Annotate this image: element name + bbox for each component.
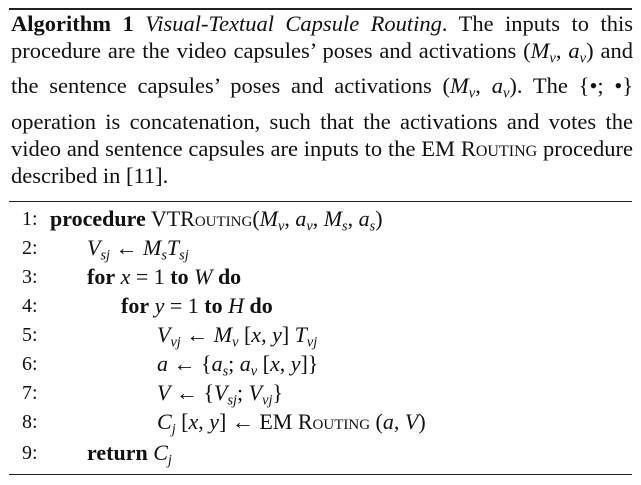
line-number: 5:	[22, 324, 38, 346]
line-number: 8:	[22, 411, 38, 433]
line-number: 3:	[22, 266, 38, 288]
line-number: 4:	[22, 295, 38, 317]
middle-rule	[9, 201, 632, 202]
algorithm-line-3: 3: for x = 1 to W do	[0, 262, 641, 292]
procedure-name: VTRouting	[150, 206, 253, 231]
algorithm-line-1: 1: procedure $VTRouting(M_v$, $a_v$, $M_s$, $a_s$)	[22, 206, 383, 235]
caption-routing: Routing	[460, 135, 538, 161]
algorithm-caption: Algorithm 1 Visual-Textual Capsule Routing. The inputs to this procedure are the video capsules’ poses and activations ($M_v$, $a_v$) and the sentence capsules’ poses and activations ($M_v$, $a_v$). The {•; •} operation is concatenation, such that the activations and votes the video and sentence capsules are inputs to the EM Routing procedure described in [11].	[11, 11, 634, 188]
algorithm-line-2: 2: $V_{sj}$ ← $M_sT_{sj}$	[22, 235, 189, 264]
caption-text-3: ). The {•; •} operation is concatenation, such that the activations and votes the video and sentence capsules are inputs to the EM	[11, 73, 634, 161]
caption-text-2: ) and the sentence capsules’ poses and activations (	[11, 38, 633, 99]
keyword-return: return	[87, 440, 148, 465]
line-number: 1:	[22, 208, 38, 230]
algorithm-line-4: 4: for y = 1 to H do	[0, 291, 641, 321]
line-number: 7:	[22, 382, 38, 404]
algorithm-line-6: 6: a ← {$a_s$; $a_v$ [x, y]}	[22, 351, 319, 380]
algorithm-label: Algorithm 1	[11, 11, 134, 36]
line-number: 9:	[22, 442, 38, 464]
algorithm-line-5: 5: $V_{vj}$ ← $M_v$ [x, y] $T_{vj}$	[22, 322, 318, 351]
line-number: 2:	[22, 237, 38, 259]
algorithm-title: Visual-Textual Capsule Routing	[145, 11, 442, 36]
bottom-rule	[9, 474, 632, 475]
algorithm-line-8: 8: $C_j$ [x, y] ← EM Routing (a, V)	[22, 409, 426, 438]
caption-text-4: procedure described in [11].	[11, 135, 633, 188]
algorithm-line-9: 9: return $C_j$	[22, 440, 172, 469]
keyword-procedure: procedure	[50, 206, 146, 231]
algorithm-line-7: 7: V ← {$V_{sj}$; $V_{vj}$}	[22, 380, 283, 409]
line-number: 6:	[22, 353, 38, 375]
caption-text-1: . The inputs to this procedure are the video capsules’ poses and activations (	[11, 11, 634, 63]
